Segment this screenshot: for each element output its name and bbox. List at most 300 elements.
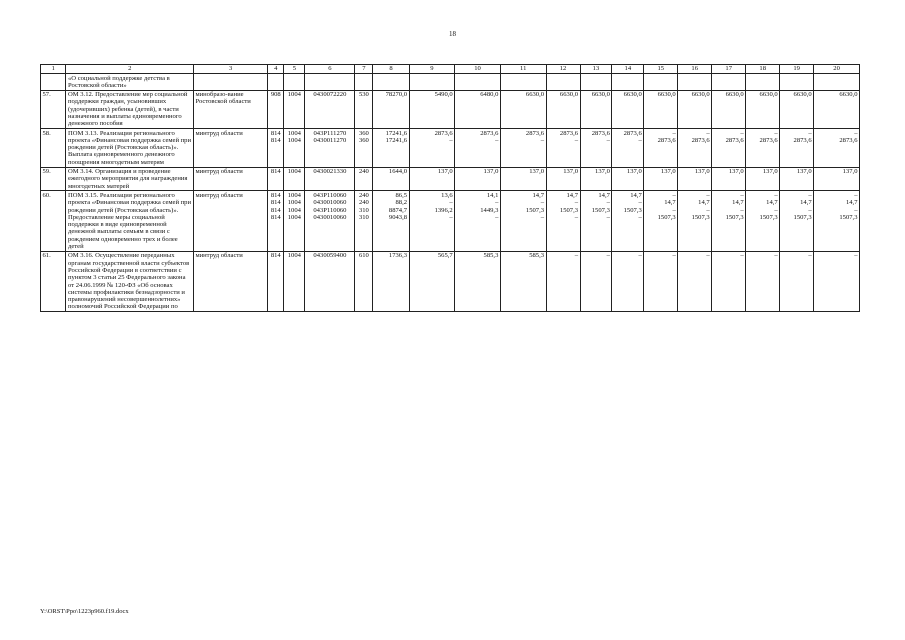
amount-cell [455,251,501,311]
cell-value: – [449,136,453,144]
empty-cell [268,74,284,91]
budget-code-cell [355,191,373,251]
amount-cell [500,251,546,311]
amount-cell [546,167,580,191]
amount-cell [455,167,501,191]
cell-value: 6630,0 [759,91,778,99]
cell-value: – [706,129,710,137]
cell-value: 1644,0 [388,168,408,176]
amount-cell [409,191,455,251]
amount-cell [814,129,860,167]
executor-cell: минтруд области [193,251,267,311]
cell-value: 1507,3 [657,213,676,221]
amount-cell [580,129,612,167]
empty-cell [546,74,580,91]
cell-value: – [808,206,812,214]
cell-value: 2873,6 [793,136,812,144]
cell-value: 1507,3 [691,213,710,221]
cell-value: – [740,252,744,260]
cell-value: 360 [358,136,369,144]
cell-value: 814 [270,213,281,221]
empty-cell [644,74,678,91]
cell-value: – [706,252,710,260]
cell-value: 14,1 [486,191,499,199]
cell-value: – [638,252,642,260]
amount-cell [780,191,814,251]
amount-cell [814,191,860,251]
cell-value: 137,0 [762,168,778,176]
cell-value: 14,7 [630,191,642,199]
measure-description: ОМ 3.16. Осуществление переданных органам государственной власти субъектов Российской Федерации в соответствии с пунктом 3 статьи 25 Федерального закона от 24.06.1999 № 120-ФЗ «Об основах системы профилактики безнадзорности и правонарушений несовершеннолетних» полномочий Российской Федерации по [66,251,193,311]
amount-cell [546,129,580,167]
cell-value: 1004 [287,252,301,260]
cell-value: 6630,0 [559,91,579,99]
column-number-header: 6 [305,65,355,74]
budget-code-cell [305,129,355,167]
empty-cell [41,74,66,91]
budget-code-cell [284,167,305,191]
executor-cell: минобразо-вание Ростовской области [193,90,267,128]
budget-code-cell [305,90,355,128]
empty-cell [712,74,746,91]
amount-cell [612,129,644,167]
amount-cell [780,167,814,191]
cell-value: – [638,136,642,144]
cell-value: 6480,0 [480,91,499,99]
amount-cell [712,251,746,311]
amount-cell [612,167,644,191]
cell-value: – [672,129,676,137]
empty-cell [193,74,267,91]
cell-value: – [774,252,778,260]
header-row [41,65,860,74]
column-number-header: 9 [409,65,455,74]
amount-cell [712,90,746,128]
cell-value: 0430011270 [313,136,347,144]
cell-value: 137,0 [626,168,642,176]
empty-cell [678,74,712,91]
cell-value: – [574,252,579,260]
cell-value: – [706,191,710,199]
cell-value: 043P110060 [313,206,347,214]
cell-value: 8874,7 [388,206,408,214]
cell-value: 6630,0 [725,91,744,99]
cell-value: – [495,199,499,207]
budget-code-cell [355,129,373,167]
empty-cell [409,74,455,91]
cell-value: 908 [270,91,281,99]
cell-value: 310 [358,213,369,221]
amount-cell [500,129,546,167]
amount-cell [612,251,644,311]
budget-code-cell [284,191,305,251]
empty-cell [373,74,409,91]
cell-value: – [854,206,858,214]
budget-code-cell [268,167,284,191]
amount-cell [746,90,780,128]
column-number-header: 16 [678,65,712,74]
amount-cell [409,90,455,128]
cell-value: 14,7 [800,199,812,207]
row-number: 57. [41,90,66,128]
column-number-header: 2 [66,65,193,74]
amount-cell [612,191,644,251]
empty-cell [814,74,860,91]
cell-value: 137,0 [483,168,499,176]
cell-value: 0430021330 [313,168,347,176]
cell-value: – [638,213,642,221]
column-number-header: 20 [814,65,860,74]
cell-value: 565,7 [437,252,453,260]
cell-value: 814 [270,252,281,260]
row-number: 59. [41,167,66,191]
amount-cell [500,90,546,128]
row-number: 61. [41,251,66,311]
amount-cell [546,251,580,311]
cell-value: 043P110060 [313,191,347,199]
table-row [41,191,860,251]
cell-value: 240 [358,168,369,176]
cell-value: 6630,0 [793,91,812,99]
cell-value: – [672,206,676,214]
column-number-header: 14 [612,65,644,74]
amount-cell [500,167,546,191]
amount-cell [644,167,678,191]
budget-code-cell [284,90,305,128]
cell-value: 14,7 [532,191,545,199]
cell-value: – [854,252,858,260]
budget-code-cell [268,191,284,251]
budget-code-cell [305,167,355,191]
cell-value: 1507,3 [623,206,642,214]
empty-cell [305,74,355,91]
budget-code-cell [284,251,305,311]
amount-cell [580,90,612,128]
column-number-header: 13 [580,65,612,74]
amount-cell [373,191,409,251]
cell-value: – [672,252,676,260]
cell-value: 137,0 [796,168,812,176]
cell-value: 1004 [287,91,301,99]
cell-value: 9043,8 [388,213,408,221]
empty-cell [500,74,546,91]
amount-cell [373,251,409,311]
cell-value: 78270,0 [385,91,408,99]
amount-cell [546,191,580,251]
cell-value: – [774,191,778,199]
cell-value: – [606,213,610,221]
amount-cell [746,167,780,191]
cell-value: 1507,3 [725,213,744,221]
continued-row [41,74,860,91]
cell-value: – [774,206,778,214]
cell-value: 6630,0 [839,91,858,99]
cell-value: 137,0 [529,168,545,176]
footer-file-path: Y:\ORST\Ppo\1223p960.f19.docx [40,608,129,615]
cell-value: – [854,191,858,199]
executor-cell: минтруд области [193,167,267,191]
amount-cell [644,129,678,167]
amount-cell [814,251,860,311]
cell-value: – [706,206,710,214]
cell-value: – [449,199,453,207]
cell-value: 0430010060 [313,199,347,207]
column-number-header: 18 [746,65,780,74]
cell-value: 137,0 [660,168,676,176]
column-number-header: 7 [355,65,373,74]
budget-code-cell [268,90,284,128]
cell-value: 814 [270,136,281,144]
cell-value: 240 [358,191,369,199]
cell-value: 1004 [287,206,301,214]
cell-value: 13,6 [441,191,453,199]
cell-value: 1507,3 [559,206,579,214]
cell-value: – [808,191,812,199]
cell-value: 2873,6 [591,129,610,137]
cell-value: 2873,6 [691,136,710,144]
cell-value: 814 [270,129,281,137]
table-row [41,129,860,167]
column-number-header: 8 [373,65,409,74]
budget-code-cell [355,90,373,128]
cell-value: 814 [270,199,281,207]
cell-value: – [495,136,499,144]
column-number-header: 4 [268,65,284,74]
amount-cell [678,167,712,191]
cell-value: 17241,6 [385,129,408,137]
cell-value: 2873,6 [525,129,545,137]
cell-value: – [540,136,545,144]
cell-value: 137,0 [842,168,858,176]
cell-value: 1396,2 [434,206,453,214]
amount-cell [455,191,501,251]
table-row [41,167,860,191]
cell-value: 814 [270,168,281,176]
executor-cell: минтруд области [193,191,267,251]
budget-code-cell [355,167,373,191]
amount-cell [546,90,580,128]
cell-value: 14,7 [598,191,610,199]
cell-value: 1004 [287,191,301,199]
cell-value: 6630,0 [623,91,642,99]
amount-cell [612,90,644,128]
amount-cell [644,251,678,311]
amount-cell [580,167,612,191]
page-number: 18 [449,30,456,38]
cell-value: 1004 [287,129,301,137]
amount-cell [712,129,746,167]
column-number-header: 19 [780,65,814,74]
cell-value: – [449,213,453,221]
amount-cell [455,129,501,167]
cell-value: 530 [358,91,369,99]
cell-value: 585,3 [483,252,499,260]
empty-cell [580,74,612,91]
cell-value: 137,0 [595,168,610,176]
cell-value: – [606,136,610,144]
cell-value: – [672,191,676,199]
cell-value: 310 [358,206,369,214]
cell-value: 5490,0 [434,91,453,99]
cell-value: 1449,3 [480,206,499,214]
column-number-header: 1 [41,65,66,74]
cell-value: 137,0 [694,168,710,176]
cell-value: 14,7 [664,199,676,207]
column-number-header: 12 [546,65,580,74]
cell-value: 814 [270,206,281,214]
cell-value: 0430010060 [313,213,347,221]
column-number-header: 15 [644,65,678,74]
amount-cell [373,129,409,167]
amount-cell [644,191,678,251]
cell-value: 1004 [287,136,301,144]
budget-table [40,64,860,312]
empty-cell [746,74,780,91]
cell-value: 6630,0 [657,91,676,99]
amount-cell [644,90,678,128]
cell-value: 1507,3 [759,213,778,221]
cell-value: 17241,6 [385,136,408,144]
cell-value: 1004 [287,213,301,221]
amount-cell [678,191,712,251]
cell-value: – [606,199,610,207]
cell-value: – [808,129,812,137]
column-number-header: 17 [712,65,746,74]
cell-value: – [574,213,579,221]
empty-cell [612,74,644,91]
amount-cell [580,191,612,251]
cell-value: 1507,3 [591,206,610,214]
cell-value: 2873,6 [759,136,778,144]
executor-cell: минтруд области [193,129,267,167]
amount-cell [409,251,455,311]
cell-value: 2873,6 [839,136,858,144]
continued-measure-text: «О социальной поддержке детства в Ростовской области» [66,74,193,91]
cell-value: 814 [270,191,281,199]
cell-value: 2873,6 [559,129,579,137]
cell-value: 137,0 [437,168,453,176]
empty-cell [455,74,501,91]
empty-cell [355,74,373,91]
cell-value: 14,7 [732,199,744,207]
amount-cell [746,129,780,167]
cell-value: 86,5 [395,191,408,199]
cell-value: 1736,3 [388,252,408,260]
cell-value: – [740,206,744,214]
amount-cell [678,129,712,167]
cell-value: 2873,6 [657,136,676,144]
amount-cell [409,129,455,167]
cell-value: – [638,199,642,207]
column-number-header: 5 [284,65,305,74]
budget-code-cell [268,129,284,167]
column-number-header: 11 [500,65,546,74]
amount-cell [580,251,612,311]
cell-value: 585,3 [529,252,545,260]
cell-value: – [740,191,744,199]
cell-value: 2873,6 [623,129,642,137]
cell-value: 0430072220 [313,91,347,99]
cell-value: 043P111270 [313,129,347,137]
table-row [41,90,860,128]
amount-cell [746,251,780,311]
cell-value: 1507,3 [793,213,812,221]
amount-cell [373,90,409,128]
cell-value: 137,0 [563,168,579,176]
measure-description: ОМ 3.12. Предоставление мер социальной поддержки граждан, усыновивших (удочеривших) ребенка (детей), в части назначения и выплаты единовременного денежного пособия [66,90,193,128]
empty-cell [284,74,305,91]
cell-value: 0430059400 [313,252,347,260]
amount-cell [678,90,712,128]
amount-cell [814,90,860,128]
cell-value: 6630,0 [691,91,710,99]
cell-value: 14,7 [566,191,579,199]
cell-value: 137,0 [728,168,744,176]
budget-code-cell [268,251,284,311]
budget-code-cell [305,191,355,251]
cell-value: 2873,6 [434,129,453,137]
amount-cell [780,251,814,311]
amount-cell [712,167,746,191]
measure-description: ПОМ 3.15. Реализация регионального проекта «Финансовая поддержка семей при рождении детей (Ростовская область)». Предоставление меры социальной поддержки в виде единовременной денежной выплаты семьям в связи с рождением одновременно трех и более детей [66,191,193,251]
column-number-header: 3 [193,65,267,74]
cell-value: 1507,3 [839,213,858,221]
cell-value: 14,7 [698,199,710,207]
amount-cell [712,191,746,251]
column-number-header: 10 [455,65,501,74]
cell-value: – [495,213,499,221]
cell-value: 240 [358,199,369,207]
cell-value: 610 [358,252,369,260]
cell-value: 360 [358,129,369,137]
amount-cell [373,167,409,191]
empty-cell [780,74,814,91]
cell-value: – [574,136,579,144]
cell-value: – [740,129,744,137]
cell-value: 88,2 [395,199,408,207]
cell-value: 14,7 [845,199,858,207]
amount-cell [780,90,814,128]
amount-cell [814,167,860,191]
table-row [41,251,860,311]
cell-value: – [606,252,610,260]
amount-cell [500,191,546,251]
cell-value: – [774,129,778,137]
amount-cell [746,191,780,251]
cell-value: 6630,0 [591,91,610,99]
amount-cell [409,167,455,191]
cell-value: – [540,213,545,221]
cell-value: 14,7 [766,199,778,207]
cell-value: – [808,252,812,260]
amount-cell [678,251,712,311]
budget-code-cell [355,251,373,311]
cell-value: 6630,0 [525,91,545,99]
amount-cell [780,129,814,167]
cell-value: 1004 [287,168,301,176]
cell-value: – [540,199,545,207]
budget-code-cell [305,251,355,311]
cell-value: – [574,199,579,207]
cell-value: 1004 [287,199,301,207]
cell-value: 2873,6 [725,136,744,144]
budget-code-cell [284,129,305,167]
cell-value: 1507,3 [525,206,545,214]
measure-description: ПОМ 3.13. Реализация регионального проекта «Финансовая поддержка семей при рождении детей (Ростовская область)». Выплата единовременного денежного поощрения многодетным матерям [66,129,193,167]
cell-value: – [854,129,858,137]
measure-description: ОМ 3.14. Организация и проведение ежегодного мероприятия для награждения многодетных матерей [66,167,193,191]
amount-cell [455,90,501,128]
